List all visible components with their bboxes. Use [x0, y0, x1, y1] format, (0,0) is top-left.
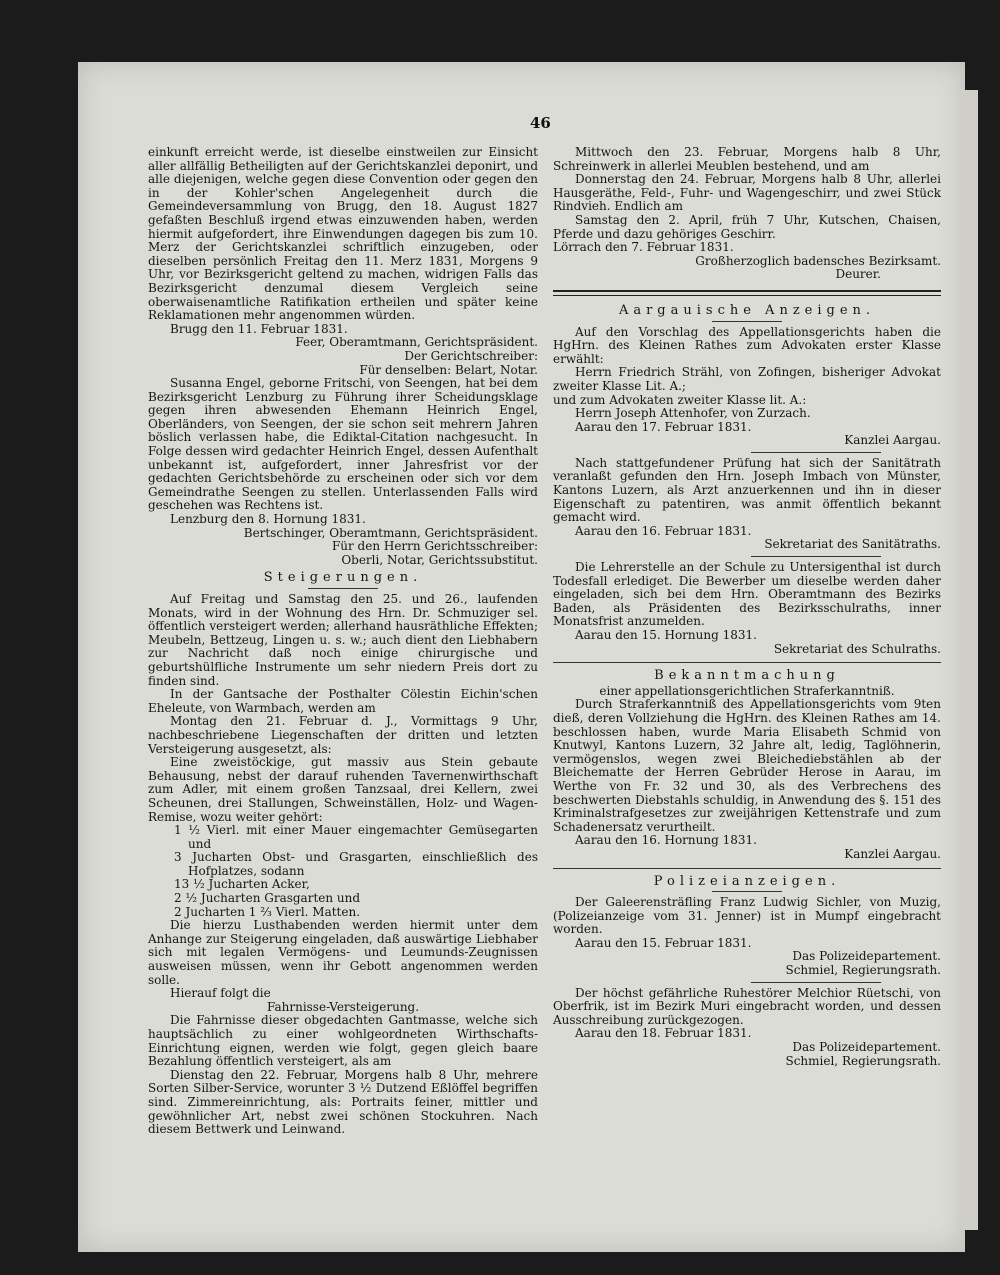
- fahrnisse-heading: Fahrnisse-Versteigerung.: [266, 999, 420, 1014]
- arzt-date: Aarau den 16. Februar 1831.: [575, 523, 752, 538]
- auction-eichin-end: Die hierzu Lusthabenden werden hiermit unter dem Anhange zur Steigerung eingeladen, daß auswärtige Liebhaber sich mit legalen Vermögens- und Leumunds-Zeugnissen ausweisen müssen, wenn ihr Gebott angenommen werden solle.: [148, 918, 538, 987]
- section-rule: [553, 662, 941, 663]
- fahrnisse-text: Die Fahrnisse dieser obgedachten Gantmasse, welche sich hauptsächlich zu einer wohlgeordneten Wirthschafts-Einrichtung eignen, werden wie folgt, gegen gleich baare Bezahlung öffentlich versteigert, als am: [148, 1013, 538, 1069]
- newspaper-page: [78, 62, 965, 1252]
- divider: [751, 452, 881, 453]
- divider: [751, 556, 881, 557]
- divider: [751, 982, 881, 983]
- auction-eichin-intro: In der Gantsache der Posthalter Cölestin Eichin'schen Eheleute, von Warmbach, werden am: [148, 687, 538, 715]
- lehrer-date: Aarau den 15. Hornung 1831.: [575, 628, 757, 642]
- bekanntmachung-subheading: einer appellationsgerichtlichen Straferkanntniß.: [599, 683, 895, 698]
- heading-rule: [308, 588, 378, 589]
- auction-wednesday: Mittwoch den 23. Februar, Morgens halb 8 Uhr, Schreinwerk in allerlei Meublen bestehend, und am: [553, 145, 941, 173]
- lehrer-signature: Sekretariat des Schulraths.: [773, 641, 941, 656]
- advokat-date: Aarau den 17. Februar 1831.: [575, 419, 752, 434]
- polizei-2-text: Der höchst gefährliche Ruhestörer Melchior Rüetschi, von Oberfrik, ist im Bezirk Muri eingebracht worden, und dessen Ausschreibung zurückgezogen.: [553, 985, 941, 1027]
- engel-notice: Susanna Engel, geborne Fritschi, von Seengen, hat bei dem Bezirksgericht Lenzburg zu Führung ihrer Scheidungsklage gegen ihren abwesenden Ehemann Heinrich Engel, Oberländers, von Seengen, der sie schon seit mehrern Jahren böslich verlassen habe, die Ediktal-Citation nachgesucht. In Folge dessen wird gedachter Heinrich Engel, dessen Aufenthalt unbekannt ist, aufgefordert, inner Jahresfrist vor der gedachten Gerichtsbehörde zu erscheinen oder sich vor dem Gemeindrathe Seengen zu stellen. Unterlassenden Falls wird geschehen was Rechtens ist.: [148, 376, 538, 513]
- section-rule: [553, 868, 941, 869]
- polizei-2-date: Aarau den 18. Februar 1831.: [575, 1026, 752, 1041]
- bekanntmachung-text: Durch Straferkanntniß des Appellationsgerichts vom 9ten dieß, deren Vollziehung die HgHrn. des Kleinen Rathes am 14. beschlossen haben, wurde Maria Elisabeth Schmid von Knutwyl, Kantons Luzern, 32 Jahre alt, ledig, Taglöhnerin, vermögenslos, wegen zwei Bleichediebstählen ab der Bleichematte der Herren Gebrüder Herose in Aarau, im Werthe von Fr. 32 und 30, als des Verbrechens des beschwerten Diebstahls schuldig, in Anwendung des §. 151 des Kriminalstrafgesetzes zur zweijährigen Kettenstrafe und zum Schadenersatz verurtheilt.: [553, 697, 941, 834]
- auction-thursday: Donnerstag den 24. Februar, Morgens halb 8 Uhr, allerlei Hausgeräthe, Feld-, Fuhr- und Wagengeschirr, und zwei Stück Rindvieh. Endlich am: [553, 172, 941, 214]
- loerrach-date: Lörrach den 7. Februar 1831.: [553, 240, 734, 255]
- section-rule: [553, 290, 941, 296]
- auction-eichin-house: Eine zweistöckige, gut massiv aus Stein gebaute Behausung, nebst der darauf ruhenden Tavernenwirthschaft zum Adler, mit einem großen Tanzsaal, drei Kellern, zwei Scheunen, drei Stallungen, Schweinställen, Holz- und Wagen-Remise, wozu weiter gehört:: [148, 755, 538, 824]
- list-item: 1 ½ Vierl. mit einer Mauer eingemachter Gemüsegarten und: [174, 823, 538, 851]
- hierauf-text: Hierauf folgt die: [170, 986, 271, 1001]
- brugg-notice: einkunft erreicht werde, ist dieselbe einstweilen zur Einsicht aller allfällig Betheiligten auf der Gerichtskanzlei deponirt, und alle diejenigen, welche gegen diese Convention oder gegen den in der Kohler'schen Angelegenheit durch die Gemeindeversammlung von Brugg, den 18. August 1827 gefaßten Beschluß irgend etwas einzuwenden haben, werden hiermit aufgefordert, ihre Einwendungen dagegen bis zum 10. Merz der Gerichtskanzlei schriftlich einzugeben, oder dieselben persönlich Freitag den 11. Merz 1831, Morgens 9 Uhr, vor Bezirksgericht geltend zu machen, widrigen Falls das Bezirksgericht denzumal diesem Vergleich seine oberwaisenamtliche Ratifikation ertheilen und später keine Reklamationen mehr angenommen würden.: [148, 145, 538, 323]
- polizei-1-signature: Schmiel, Regierungsrath.: [785, 963, 941, 978]
- polizei-1-text: Der Galeerensträfling Franz Ludwig Sichler, von Muzig, (Polizeianzeige vom 31. Jenner) ist in Mumpf eingebracht worden.: [553, 895, 941, 937]
- property-list: [148, 824, 538, 919]
- engel-signature: Bertschinger, Oberamtmann, Gerichtspräsident.: [243, 525, 538, 540]
- list-item: 3 Jucharten Obst- und Grasgarten, einschließlich des Hofplatzes, sodann: [174, 850, 538, 878]
- brugg-clerk: Der Gerichtschreiber:: [404, 348, 538, 363]
- brugg-signature: Feer, Oberamtmann, Gerichtspräsident.: [295, 335, 538, 350]
- page-number: 46: [530, 114, 551, 132]
- heading-rule: [712, 321, 782, 322]
- advokat-mid: und zum Advokaten zweiter Klasse lit. A.:: [553, 392, 807, 407]
- advokat-1: Herrn Friedrich Strähl, von Zofingen, bisheriger Advokat zweiter Klasse Lit. A.;: [553, 365, 941, 393]
- polizei-1-date: Aarau den 15. Februar 1831.: [575, 935, 752, 950]
- next-page-edge: [962, 90, 978, 1230]
- advokat-intro: Auf den Vorschlag des Appellationsgerichts haben die HgHrn. des Kleinen Rathes zum Advokaten erster Klasse erwählt:: [553, 324, 941, 366]
- arzt-text: Nach stattgefundener Prüfung hat sich der Sanitätrath veranlaßt gefunden den Hrn. Joseph Imbach von Münster, Kantons Luzern, als Arzt anzuerkennen und ihn in dieser Eigenschaft zu patentiren, was anmit öffentlich bekannt gemacht wird.: [553, 455, 941, 525]
- polizei-heading: Polizeianzeigen.: [653, 873, 841, 889]
- brugg-clerk-name: Für denselben: Belart, Notar.: [359, 362, 538, 377]
- advokat-signature: Kanzlei Aargau.: [844, 433, 941, 448]
- engel-clerk: Für den Herrn Gerichtsschreiber:: [331, 539, 538, 554]
- bekanntmachung-date: Aarau den 16. Hornung 1831.: [575, 833, 757, 848]
- deurer-signature: Deurer.: [835, 267, 881, 282]
- arzt-signature: Sekretariat des Sanitätraths.: [764, 537, 941, 552]
- list-item: 2 ½ Jucharten Grasgarten und: [174, 891, 361, 906]
- polizei-1-department: Das Polizeidepartement.: [792, 949, 941, 964]
- auction-saturday: Samstag den 2. April, früh 7 Uhr, Kutschen, Chaisen, Pferde und dazu gehöriges Geschirr.: [553, 212, 941, 241]
- auction-schmuziger: Auf Freitag und Samstag den 25. und 26., laufenden Monats, wird in der Wohnung des Hrn. Dr. Schmuziger sel. öffentlich versteigert werden; allerhand hausräthliche Effekten; Meubeln, Bettzeug, Lingen u. s. w.; auch dient den Liebhabern zur Nachricht daß noch einige chirurgische und geburtshülfliche Instrumente um sehr niedern Preis dort zu finden sind.: [148, 592, 538, 688]
- lehrer-text: Die Lehrerstelle an der Schule zu Untersigenthal ist durch Todesfall erlediget. Die Bewerber um dieselbe werden daher eingeladen, sich bei dem Hrn. Oberamtmann des Bezirks Baden, als Präsidenten des Bezirksschulraths, inner Monatsfrist anzumelden.: [553, 560, 941, 629]
- aargau-heading: Aargauische Anzeigen.: [618, 302, 876, 318]
- engel-clerk-name: Oberli, Notar, Gerichtssubstitut.: [341, 552, 538, 567]
- steigerungen-heading: Steigerungen.: [263, 570, 423, 586]
- heading-rule: [712, 891, 782, 892]
- right-column: [553, 146, 941, 1068]
- polizei-2-signature: Schmiel, Regierungsrath.: [785, 1053, 941, 1068]
- advokat-2: Herrn Joseph Attenhofer, von Zurzach.: [575, 406, 811, 421]
- left-column: [148, 146, 538, 1137]
- bekanntmachung-heading: Bekanntmachung: [654, 668, 840, 684]
- polizei-2-department: Das Polizeidepartement.: [792, 1040, 941, 1055]
- list-item: 13 ½ Jucharten Acker,: [174, 877, 310, 892]
- fahrnisse-date: Dienstag den 22. Februar, Morgens halb 8 Uhr, mehrere Sorten Silber-Service, worunter 3 ½ Dutzend Eßlöffel begriffen sind. Zimmereinrichtung, als: Portraits feiner, mittler und gewöhnlicher Art, nebst zwei schönen Stockuhren. Nach diesem Bettwerk und Leinwand.: [148, 1067, 538, 1137]
- auction-eichin-date: Montag den 21. Februar d. J., Vormittags 9 Uhr, nachbeschriebene Liegenschaften der dritten und letzten Versteigerung ausgesetzt, als:: [148, 714, 538, 756]
- bekanntmachung-signature: Kanzlei Aargau.: [844, 846, 941, 861]
- engel-date: Lenzburg den 8. Hornung 1831.: [170, 512, 366, 527]
- list-item: 2 Jucharten 1 ⅔ Vierl. Matten.: [174, 904, 361, 919]
- bezirksamt-signature: Großherzoglich badensches Bezirksamt.: [695, 253, 941, 268]
- brugg-date: Brugg den 11. Februar 1831.: [170, 321, 348, 336]
